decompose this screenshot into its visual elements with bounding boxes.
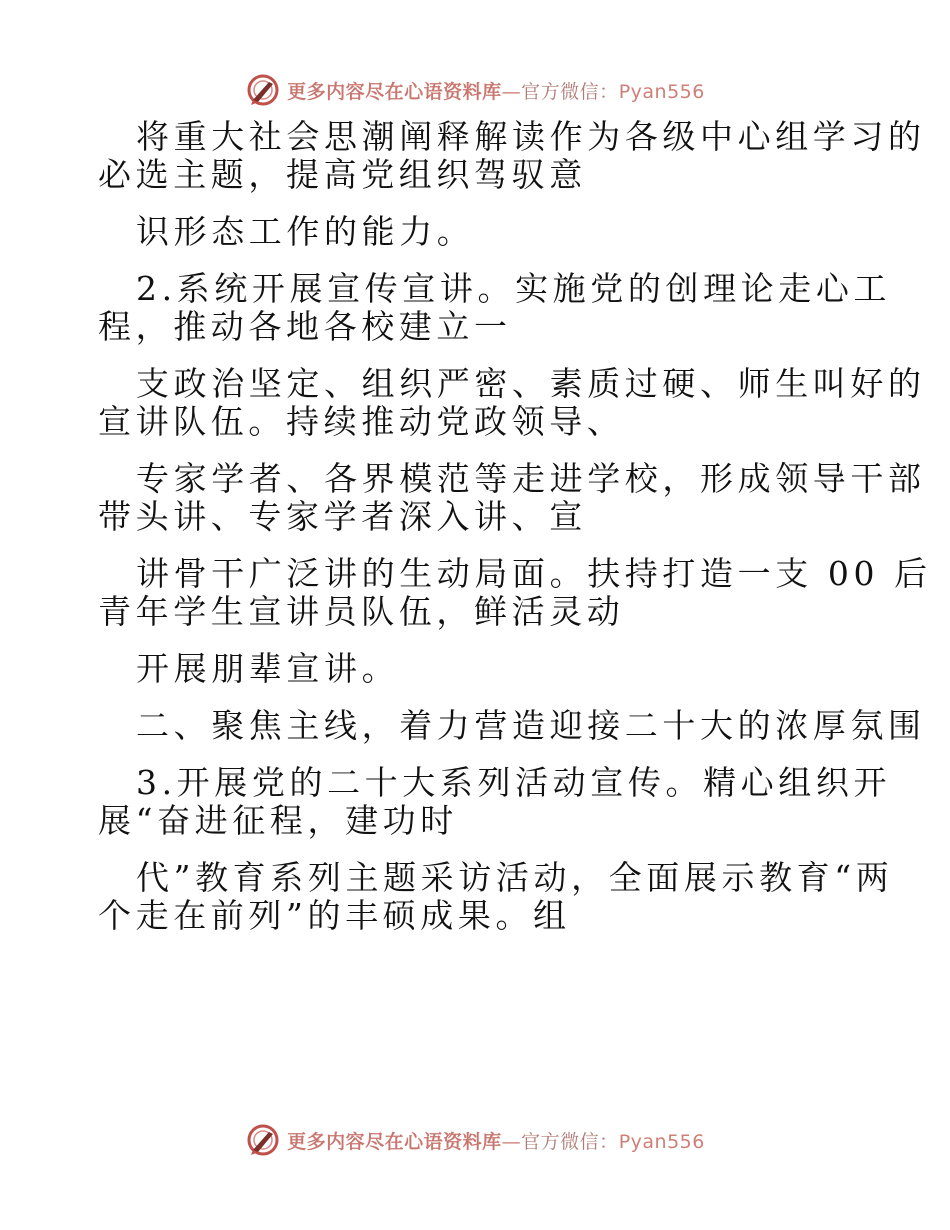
text-line: 青年学生宣讲员队伍，鲜活灵动 [98, 592, 625, 631]
header-watermark [0, 70, 950, 110]
footer-watermark [0, 1120, 950, 1160]
pen-logo-icon [245, 1122, 281, 1158]
document-body [98, 117, 932, 935]
text-line: 2.系统开展宣传宣讲。实施党的创理论走心工 [136, 269, 892, 308]
text-line: 代”教育系列主题采访活动，全面展示教育“两 [136, 858, 894, 897]
text-line: 识形态工作的能力。 [136, 212, 475, 251]
pen-logo-icon [245, 72, 281, 108]
text-line: 展“奋进征程，建功时 [98, 801, 458, 840]
text-line: 开展朋辈宣讲。 [136, 649, 400, 688]
text-line: 宣讲队伍。持续推动党政领导、 [98, 402, 625, 441]
text-line: 将重大社会思潮阐释解读作为各级中心组学习的 [136, 117, 926, 156]
watermark-text: 更多内容尽在心语资料库—官方微信：Pyan556 [287, 80, 705, 103]
text-line: 必选主题，提高党组织驾驭意 [98, 155, 587, 194]
text-line: 3.开展党的二十大系列活动宣传。精心组织开 [136, 763, 892, 802]
text-line: 个走在前列”的丰硕成果。组 [98, 896, 571, 935]
watermark-text: 更多内容尽在心语资料库—官方微信：Pyan556 [287, 1130, 705, 1153]
text-line: 讲骨干广泛讲的生动局面。扶持打造一支 00 后 [136, 554, 932, 593]
section-heading: 二、聚焦主线，着力营造迎接二十大的浓厚氛围 [136, 706, 926, 745]
text-line: 带头讲、专家学者深入讲、宣 [98, 497, 587, 536]
text-line: 程，推动各地各校建立一 [98, 307, 512, 346]
text-line: 支政治坚定、组织严密、素质过硬、师生叫好的 [136, 364, 926, 403]
text-line: 专家学者、各界模范等走进学校，形成领导干部 [136, 459, 926, 498]
